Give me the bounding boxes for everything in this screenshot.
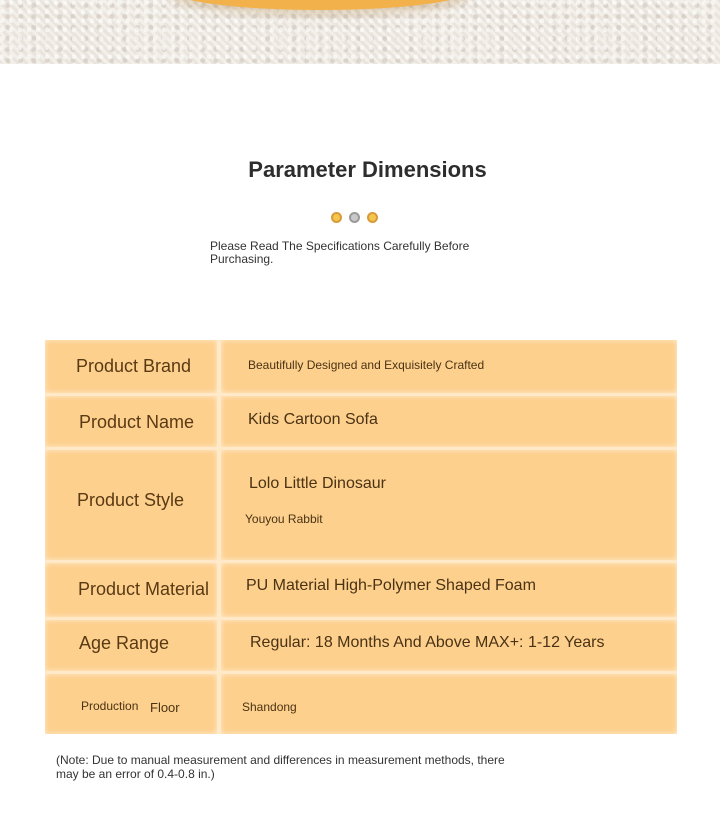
production-label: Production — [81, 699, 139, 713]
name-value: Kids Cartoon Sofa — [248, 411, 378, 428]
row-divider — [45, 447, 677, 450]
decorative-dots — [331, 212, 378, 223]
table-cell — [221, 450, 677, 560]
name-label: Product Name — [79, 412, 195, 432]
style-label: Product Style — [77, 490, 185, 510]
page-title: Parameter Dimensions — [248, 157, 487, 182]
page-subtitle: Please Read The Specifications Carefully Before Purchasing. — [210, 239, 470, 266]
age-value: Regular: 18 Months And Above MAX+: 1-12 Years — [250, 634, 605, 651]
style-value-2: Youyou Rabbit — [245, 512, 323, 526]
row-divider — [45, 393, 677, 396]
production-label-floor: Floor — [150, 700, 180, 715]
sofa-image-edge — [170, 0, 470, 10]
dot-icon — [367, 212, 378, 223]
spec-table — [45, 340, 677, 734]
row-divider — [45, 560, 677, 563]
column-divider — [217, 340, 221, 734]
brand-value: Beautifully Designed and Exquisitely Crafted — [248, 358, 485, 372]
product-photo-strip — [0, 0, 720, 64]
row-divider — [45, 617, 677, 620]
material-value: PU Material High-Polymer Shaped Foam — [246, 577, 536, 594]
brand-label: Product Brand — [76, 356, 192, 376]
dot-icon — [331, 212, 342, 223]
row-divider — [45, 671, 677, 674]
age-label: Age Range — [79, 633, 170, 653]
production-value: Shandong — [242, 700, 297, 714]
dot-icon — [349, 212, 360, 223]
measurement-note: (Note: Due to manual measurement and differences in measurement methods, there may be an error of 0.4-0.8 in.) — [56, 753, 505, 781]
material-label: Product Material — [78, 579, 210, 599]
style-value-1: Lolo Little Dinosaur — [249, 475, 386, 492]
